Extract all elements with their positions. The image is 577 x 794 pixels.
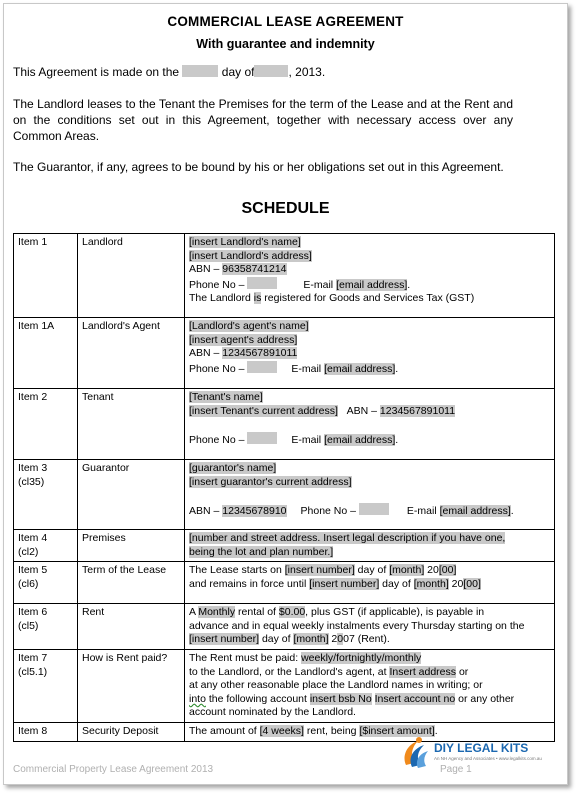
item-label: Landlord's Agent — [78, 318, 185, 389]
logo-tagline: An NH Agency and Associates • www.legalkits.com.au — [434, 756, 542, 761]
schedule-table — [13, 233, 555, 742]
tenant-abn-field[interactable]: 1234567891011 — [379, 404, 456, 417]
item-label: Term of the Lease — [78, 562, 185, 604]
agent-address-field[interactable]: [insert agent's address] — [189, 333, 298, 346]
payment-frequency-field[interactable]: weekly/fortnightly/monthly — [301, 651, 422, 664]
agent-phone-field[interactable] — [247, 361, 277, 373]
intro-date-paragraph: This Agreement is made on the day of , 2013. — [13, 65, 326, 79]
item-label: Security Deposit — [78, 722, 185, 741]
item-number: Item 4 (cl2) — [14, 530, 78, 562]
tenant-phone-field[interactable] — [247, 432, 277, 444]
lease-start-year-field[interactable]: [00] — [438, 564, 457, 577]
premises-lot-field[interactable]: being the lot and plan number.] — [189, 545, 334, 558]
guarantor-phone-field[interactable] — [359, 503, 389, 515]
item-label: Tenant — [78, 389, 185, 460]
table-row — [14, 649, 555, 722]
item-label: Rent — [78, 604, 185, 650]
item-details: The Lease starts on [insert number] day of [month] 20[00] and remains in force until [insert number] day of [month] 20[00] — [185, 562, 555, 604]
rent-start-day-field[interactable]: [insert number] — [189, 633, 260, 646]
document-title: COMMERCIAL LEASE AGREEMENT — [167, 14, 404, 29]
footer-page-number: Page 1 — [440, 764, 472, 775]
rent-start-month-field[interactable]: [month] — [293, 633, 329, 646]
item-details: The amount of [4 weeks] rent, being [$insert amount]. — [185, 722, 555, 741]
account-number-field[interactable]: Insert account no — [374, 692, 456, 705]
agent-email-field[interactable]: [email address] — [324, 362, 396, 375]
logo-swoosh-icon — [400, 735, 432, 771]
landlord-address-field[interactable]: [insert Landlord's address] — [189, 249, 312, 262]
item-label: Landlord — [78, 234, 185, 318]
lease-end-day-field[interactable]: [insert number] — [309, 577, 380, 590]
agent-abn-field[interactable]: 1234567891011 — [222, 347, 298, 360]
item-number: Item 2 — [14, 389, 78, 460]
table-row — [14, 460, 555, 530]
document-subtitle: With guarantee and indemnity — [196, 37, 375, 51]
date-month-blank[interactable] — [254, 65, 288, 77]
tenant-address-field[interactable]: [insert Tenant's current address] — [189, 404, 338, 417]
table-row — [14, 530, 555, 562]
intro-guarantor-paragraph: The Guarantor, if any, agrees to be bound by his or her obligations set out in this Agreement. — [13, 160, 504, 174]
guarantor-email-field[interactable]: [email address] — [439, 504, 511, 517]
item-number: Item 1 — [14, 234, 78, 318]
table-row — [14, 318, 555, 389]
item-label: Premises — [78, 530, 185, 562]
lease-start-month-field[interactable]: [month] — [389, 564, 425, 577]
item-details: [guarantor's name] [insert guarantor's current address] ABN – 12345678910 Phone No – E-mail [email address]. — [185, 460, 555, 530]
item-label: How is Rent paid? — [78, 649, 185, 722]
schedule-heading: SCHEDULE — [241, 200, 330, 217]
guarantor-abn-field[interactable]: 12345678910 — [222, 504, 287, 517]
rent-frequency-field[interactable]: Monthly — [198, 606, 236, 619]
item-details: [Tenant's name] [insert Tenant's current address] ABN – 1234567891011 Phone No – E-mail [email address]. — [185, 389, 555, 460]
table-row — [14, 562, 555, 604]
item-details: The Rent must be paid: weekly/fortnightly/monthly to the Landlord, or the Landlord's agent, at Insert address or at any other reasonable place the Landlord names in writing; or into the following account insert bsb No Insert account no or any other account nominated by the Landlord. — [185, 649, 555, 722]
agent-name-field[interactable]: [Landlord's agent's name] — [189, 320, 309, 332]
deposit-weeks-field[interactable]: [4 weeks] — [259, 724, 304, 737]
landlord-email-field[interactable]: [email address] — [336, 278, 408, 291]
item-details: [Landlord's agent's name] [insert agent's address] ABN – 1234567891011 Phone No – E-mail [email address]. — [185, 318, 555, 389]
item-details: A Monthly rental of $0.00, plus GST (if applicable), is payable in advance and in equal weekly instalments every Thursday starting on the [insert number] day of [month] 2007 (Rent). — [185, 604, 555, 650]
bsb-field[interactable]: insert bsb No — [309, 692, 372, 705]
table-row — [14, 234, 555, 318]
landlord-phone-field[interactable] — [247, 277, 277, 289]
payment-address-field[interactable]: Insert address — [389, 665, 457, 678]
item-number: Item 3 (cl35) — [14, 460, 78, 530]
lease-start-day-field[interactable]: [insert number] — [284, 564, 355, 577]
lease-end-year-field[interactable]: [00] — [463, 577, 481, 590]
item-number: Item 7 (cl5.1) — [14, 649, 78, 722]
landlord-abn-field[interactable]: 96358741214 — [222, 263, 287, 276]
gst-status-field[interactable]: is — [253, 292, 262, 305]
guarantor-name-field[interactable]: [guarantor's name] — [189, 462, 277, 474]
guarantor-address-field[interactable]: [insert guarantor's current address] — [189, 475, 352, 488]
table-row — [14, 389, 555, 460]
landlord-name-field[interactable]: [insert Landlord's name] — [189, 236, 301, 248]
item-number: Item 8 — [14, 722, 78, 741]
diy-legal-kits-logo — [400, 733, 560, 773]
rent-amount-field[interactable]: $0.00 — [278, 606, 306, 619]
item-number: Item 5 (cl6) — [14, 562, 78, 604]
tenant-email-field[interactable]: [email address] — [324, 433, 396, 446]
tenant-name-field[interactable]: [Tenant's name] — [189, 391, 263, 403]
footer-document-name: Commercial Property Lease Agreement 2013 — [13, 764, 214, 775]
deposit-amount-field[interactable]: [$insert amount] — [359, 724, 435, 737]
item-number: Item 6 (cl5) — [14, 604, 78, 650]
item-number: Item 1A — [14, 318, 78, 389]
table-row — [14, 604, 555, 650]
lease-end-month-field[interactable]: [month] — [413, 577, 449, 590]
item-label: Guarantor — [78, 460, 185, 530]
document-page — [3, 3, 568, 785]
item-details: [insert Landlord's name] [insert Landlord's address] ABN – 96358741214 Phone No – E-mail [email address]. The Landlord is registered for Goods and Services Tax (GST) — [185, 234, 555, 318]
logo-text: DIY LEGAL KITS — [434, 741, 529, 755]
intro-lease-paragraph: The Landlord leases to the Tenant the Premises for the term of the Lease and at the Rent and on the conditions set out in this Agreement, together with necessary access over any Common Areas. — [13, 97, 513, 143]
date-day-blank[interactable] — [182, 65, 218, 77]
premises-address-field[interactable]: [number and street address. Insert legal description if you have one, — [189, 532, 506, 544]
item-details — [185, 530, 555, 562]
